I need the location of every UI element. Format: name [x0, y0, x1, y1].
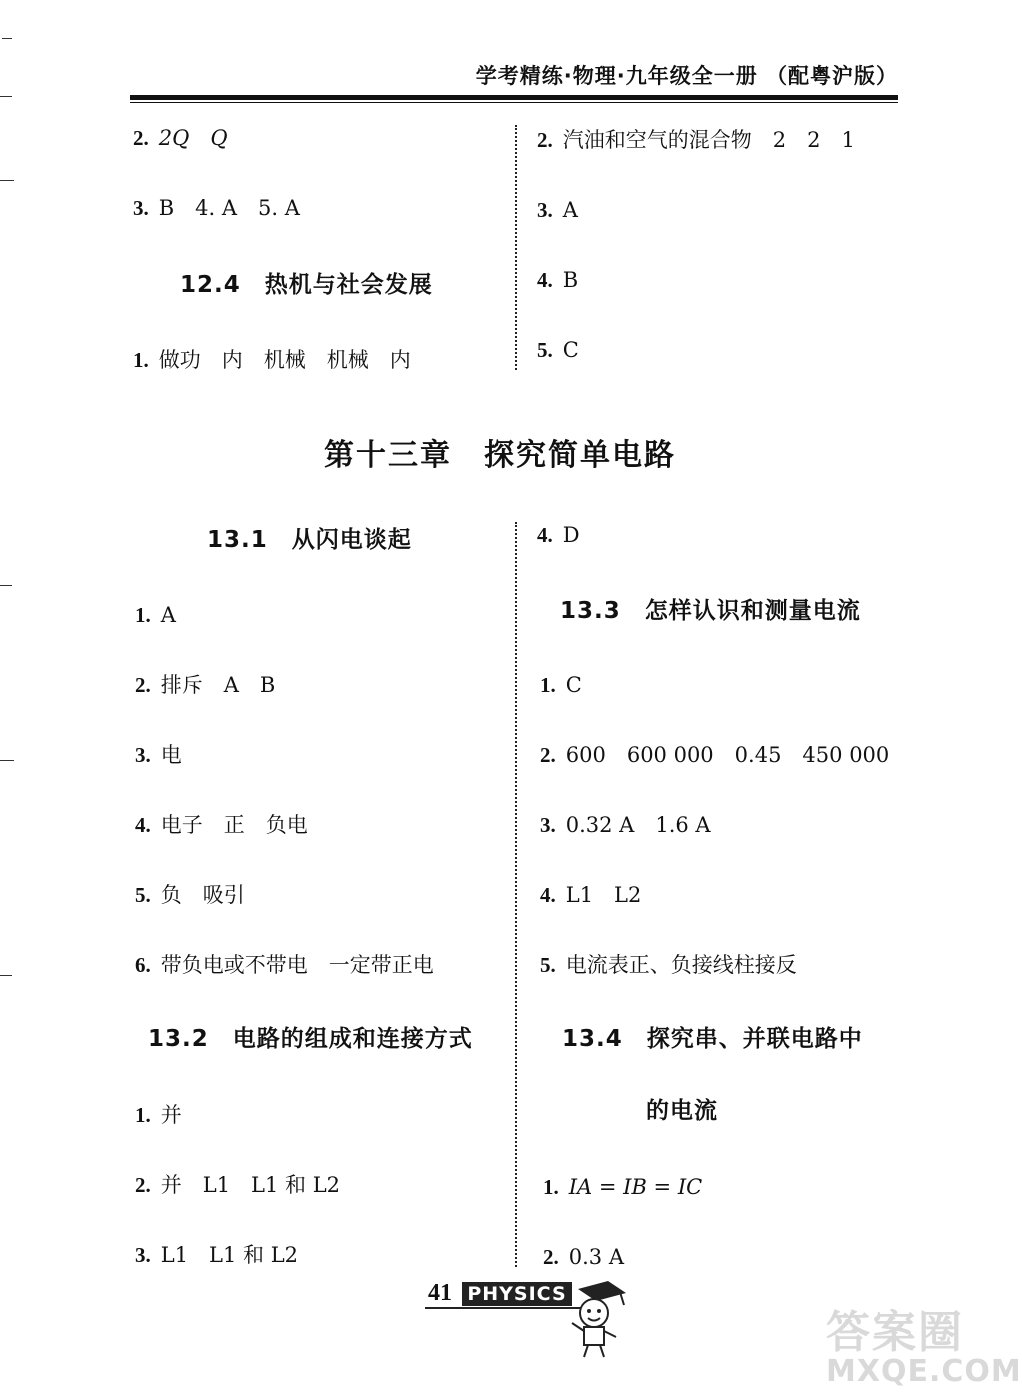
item-text: 带负电或不带电 一定带正电: [160, 953, 434, 977]
answer-item: [537, 335, 579, 365]
item-text: 600 600 000 0.45 450 000: [565, 743, 890, 767]
item-number: 1.: [540, 673, 556, 697]
answer-item: [543, 1242, 624, 1272]
section-heading-13-2: 13.2 电路的组成和连接方式: [148, 1026, 473, 1052]
answer-item: [540, 810, 711, 840]
item-text: D: [562, 523, 580, 547]
item-number: 1.: [133, 348, 149, 372]
column-separator: [515, 522, 517, 1267]
answer-item: [543, 1172, 702, 1202]
margin-mark: [0, 96, 12, 97]
item-text: L1 L2: [565, 883, 642, 907]
item-text: 电子 正 负电: [160, 813, 308, 837]
header-rule-thin: [130, 102, 898, 103]
item-number: 2.: [135, 1173, 151, 1197]
item-number: 5.: [537, 338, 553, 362]
section-heading-13-1: 13.1 从闪电谈起: [207, 527, 412, 553]
section-heading-13-4: 13.4 探究串、并联电路中: [562, 1026, 863, 1052]
answer-item: [540, 880, 641, 910]
answer-item: [135, 1100, 182, 1130]
item-text: IA = IB = IC: [568, 1175, 703, 1199]
item-number: 3.: [537, 198, 553, 222]
answer-item: [540, 950, 797, 980]
item-text: 负 吸引: [160, 883, 245, 907]
item-text: 2Q Q: [158, 126, 228, 150]
page-number: 41: [428, 1280, 452, 1306]
answer-item: [133, 345, 411, 375]
item-text: 排斥 A B: [160, 673, 276, 697]
item-text: A: [160, 603, 176, 627]
header-title: 学考精练·物理·九年级全一册 （配粤沪版）: [475, 64, 898, 88]
item-text: C: [562, 338, 579, 362]
answer-item: [133, 193, 300, 223]
item-text: A: [562, 198, 578, 222]
item-number: 4.: [537, 268, 553, 292]
answer-item: [133, 123, 228, 153]
item-number: 4.: [537, 523, 553, 547]
chapter-title: 第十三章 探究简单电路: [324, 438, 676, 473]
item-number: 5.: [540, 953, 556, 977]
item-text: 做功 内 机械 机械 内: [158, 348, 411, 372]
footer-physics-label: PHYSICS: [462, 1282, 572, 1306]
item-number: 2.: [133, 126, 149, 150]
margin-mark: [0, 975, 12, 976]
answer-item: [540, 670, 582, 700]
margin-mark: [0, 180, 14, 181]
answer-item: [135, 670, 275, 700]
answer-item: [537, 195, 578, 225]
item-number: 1.: [135, 603, 151, 627]
answer-item: [135, 880, 245, 910]
item-number: 2.: [537, 128, 553, 152]
answer-item: [135, 810, 308, 840]
item-number: 2.: [540, 743, 556, 767]
answer-item: [135, 600, 176, 630]
watermark-top: 答案圈: [826, 1307, 964, 1358]
item-number: 3.: [135, 1243, 151, 1267]
header-rule-thick: [130, 95, 898, 100]
item-text: 汽油和空气的混合物 2 2 1: [562, 128, 855, 152]
item-number: 3.: [133, 196, 149, 220]
section-heading-13-4-cont: 的电流: [646, 1098, 718, 1124]
item-text: 电: [160, 743, 182, 767]
watermark-bottom: MXQE.COM: [826, 1354, 1022, 1389]
item-text: B: [562, 268, 579, 292]
item-number: 6.: [135, 953, 151, 977]
answer-item: [135, 1240, 298, 1270]
item-text: 并 L1 L1 和 L2: [160, 1173, 341, 1197]
item-text: 并: [160, 1103, 182, 1127]
item-text: L1 L1 和 L2: [160, 1243, 299, 1267]
answer-item: [537, 265, 578, 295]
item-text: C: [565, 673, 582, 697]
item-text: 0.3 A: [568, 1245, 624, 1269]
item-number: 3.: [540, 813, 556, 837]
mascot-icon: [560, 1275, 630, 1360]
answer-item: [135, 1170, 340, 1200]
item-number: 2.: [543, 1245, 559, 1269]
item-number: 1.: [543, 1175, 559, 1199]
margin-mark: [0, 585, 12, 586]
watermark: [826, 1296, 1022, 1394]
column-separator: [515, 125, 517, 370]
margin-mark: [0, 760, 14, 761]
answer-item: [537, 520, 580, 550]
answer-item: [540, 740, 889, 770]
margin-mark: [2, 38, 12, 39]
section-heading-12-4: 12.4 热机与社会发展: [180, 272, 433, 298]
item-text: 0.32 A 1.6 A: [565, 813, 711, 837]
item-text: 电流表正、负接线柱接反: [565, 953, 797, 977]
item-number: 4.: [540, 883, 556, 907]
item-number: 3.: [135, 743, 151, 767]
item-number: 4.: [135, 813, 151, 837]
section-heading-13-3: 13.3 怎样认识和测量电流: [560, 598, 861, 624]
answer-item: [135, 950, 434, 980]
answer-item: [135, 740, 182, 770]
item-number: 2.: [135, 673, 151, 697]
answer-item: [537, 125, 855, 155]
item-text: B 4. A 5. A: [158, 196, 300, 220]
item-number: 1.: [135, 1103, 151, 1127]
item-number: 5.: [135, 883, 151, 907]
